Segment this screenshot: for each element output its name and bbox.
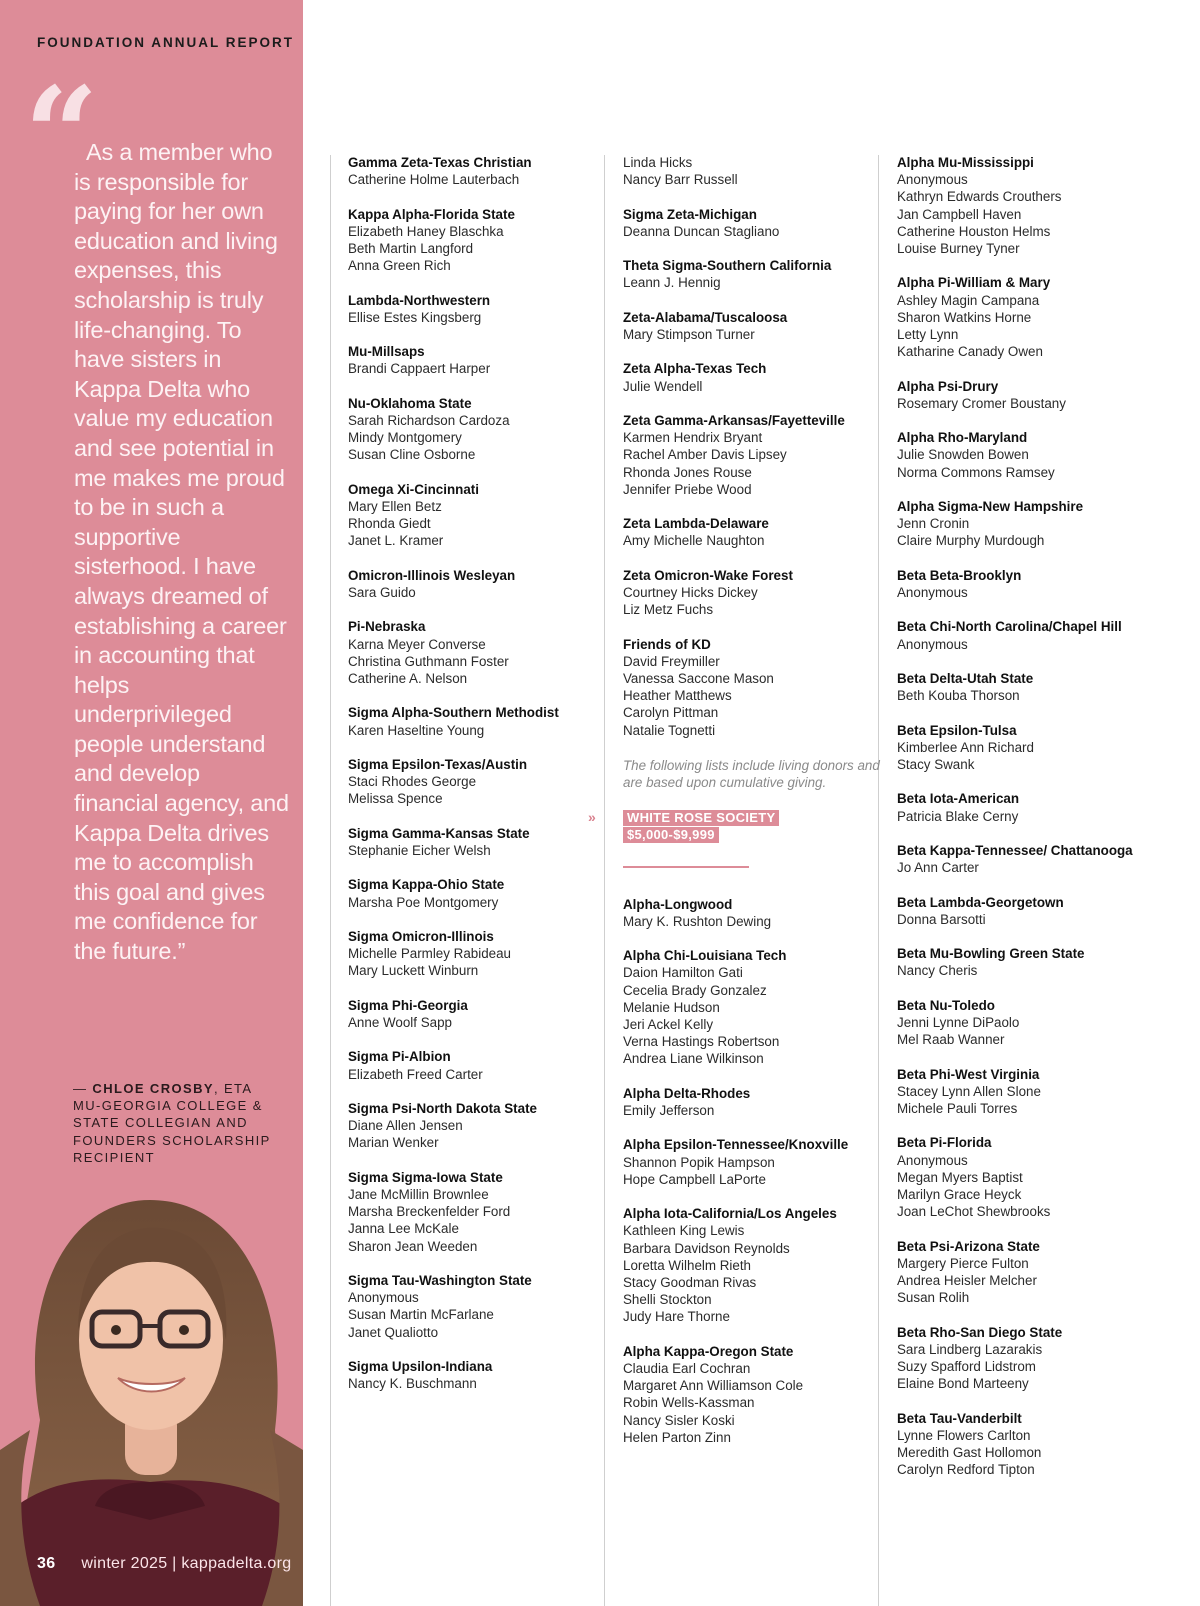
donor-group — [897, 1410, 1137, 1479]
donor-column-2 — [588, 154, 881, 1463]
donor-name: Donna Barsotti — [897, 911, 986, 927]
donor-name: Anonymous — [897, 172, 968, 188]
donor-name: Heather Matthews — [623, 688, 732, 704]
donor-name: Marsha Breckenfelder Ford — [348, 1204, 511, 1220]
donor-name: Elizabeth Haney Blaschka — [348, 223, 504, 239]
donor-group — [897, 1066, 1137, 1118]
chapter-name: Kappa Alpha-Florida State — [348, 206, 515, 222]
chapter-name: Beta Beta-Brooklyn — [897, 567, 1022, 583]
donor-name: Amy Michelle Naughton — [623, 533, 765, 549]
donor-name: Nancy Sisler Koski — [623, 1412, 735, 1428]
donor-group — [897, 894, 1137, 928]
donor-name: Michelle Parmley Rabideau — [348, 946, 511, 962]
chapter-name: Sigma Phi-Georgia — [348, 997, 468, 1013]
donor-name: Claire Murphy Murdough — [897, 533, 1045, 549]
chapter-name: Zeta-Alabama/Tuscaloosa — [623, 309, 788, 325]
chapter-name: Alpha Mu-Mississippi — [897, 155, 1034, 170]
donor-name: Ellise Estes Kingsberg — [348, 309, 482, 325]
chapter-name: Alpha Psi-Drury — [897, 378, 999, 394]
donor-name: Beth Kouba Thorson — [897, 688, 1020, 704]
page-footer — [37, 1555, 291, 1573]
donor-name: Daion Hamilton Gati — [623, 965, 743, 981]
donor-name: Megan Myers Baptist — [897, 1169, 1023, 1185]
chapter-name: Alpha-Longwood — [623, 896, 733, 912]
donor-name: Courtney Hicks Dickey — [623, 584, 758, 600]
donor-name: Stacy Goodman Rivas — [623, 1275, 757, 1290]
donor-name: Susan Rolih — [897, 1290, 970, 1306]
donor-name: Christina Guthmann Foster — [348, 653, 509, 669]
portrait-photo — [0, 1190, 303, 1606]
donor-column-3 — [897, 154, 1137, 1496]
donor-name: Emily Jefferson — [623, 1103, 715, 1118]
pull-quote — [74, 138, 289, 967]
donor-name: Suzy Spafford Lidstrom — [897, 1358, 1036, 1374]
chapter-name: Alpha Kappa-Oregon State — [623, 1343, 794, 1359]
donor-group — [348, 618, 606, 687]
donor-group — [348, 704, 606, 738]
donor-name: Mary K. Rushton Dewing — [623, 913, 772, 929]
chapter-name: Alpha Delta-Rhodes — [623, 1085, 751, 1101]
donor-group — [348, 997, 606, 1031]
donor-list-bottom — [623, 896, 881, 1446]
donor-name: Stacy Swank — [897, 756, 975, 772]
donor-name: Rhonda Jones Rouse — [623, 464, 752, 480]
donor-group — [348, 154, 606, 188]
donor-group — [897, 790, 1137, 824]
donor-name: Carolyn Redford Tipton — [897, 1462, 1035, 1478]
donor-group — [348, 1358, 606, 1392]
donor-group — [348, 292, 606, 326]
chapter-name: Sigma Gamma-Kansas State — [348, 825, 530, 841]
chapter-name: Zeta Alpha-Texas Tech — [623, 361, 767, 377]
society-range: $5,000-$9,999 — [623, 827, 719, 843]
donor-group — [897, 722, 1137, 774]
donor-name: Letty Lynn — [897, 327, 959, 343]
report-header: FOUNDATION ANNUAL REPORT — [37, 35, 294, 50]
donor-group — [623, 947, 881, 1067]
quote-sidebar — [0, 0, 303, 1606]
chapter-name: Theta Sigma-Southern California — [623, 258, 832, 274]
chapter-name: Beta Rho-San Diego State — [897, 1324, 1063, 1340]
donor-name: Janet Qualiotto — [348, 1324, 439, 1340]
donor-name: Jennifer Priebe Wood — [623, 481, 752, 497]
donor-name: Brandi Cappaert Harper — [348, 361, 491, 377]
donor-name: Mary Luckett Winburn — [348, 963, 479, 979]
donor-name: Marilyn Grace Heyck — [897, 1186, 1022, 1202]
donor-name: Ashley Magin Campana — [897, 292, 1040, 308]
quote-attribution — [73, 1080, 283, 1166]
donor-name: Melanie Hudson — [623, 999, 720, 1015]
donor-name: Michele Pauli Torres — [897, 1100, 1018, 1116]
chapter-name: Friends of KD — [623, 636, 711, 652]
donor-group — [623, 1085, 881, 1119]
donor-name: Marian Wenker — [348, 1135, 439, 1151]
chapter-name: Sigma Pi-Albion — [348, 1049, 451, 1065]
donor-name: Jo Ann Carter — [897, 860, 979, 876]
chapter-name: Beta Lambda-Georgetown — [897, 894, 1064, 910]
donor-group — [348, 1048, 606, 1082]
donor-name: Meredith Gast Hollomon — [897, 1444, 1042, 1460]
donor-name: Natalie Tognetti — [623, 722, 716, 738]
donor-group — [348, 206, 606, 275]
chapter-name: Beta Phi-West Virginia — [897, 1066, 1040, 1082]
donor-group — [623, 360, 881, 394]
donor-group — [623, 1136, 881, 1188]
chapter-name: Nu-Oklahoma State — [348, 395, 472, 411]
donor-name: Sarah Richardson Cardoza — [348, 412, 510, 428]
donor-group — [623, 257, 881, 291]
donor-group — [623, 1343, 881, 1446]
donor-group — [623, 896, 881, 930]
chapter-name: Beta Chi-North Carolina/Chapel Hill — [897, 619, 1122, 635]
donor-name: Susan Cline Osborne — [348, 447, 476, 463]
donor-name: Kathleen King Lewis — [623, 1223, 745, 1239]
donor-name: Mary Ellen Betz — [348, 498, 442, 514]
list-note: The following lists include living donors and are based upon cumulative giving. — [623, 757, 880, 790]
donor-group — [623, 206, 881, 240]
quote-body: is responsible for paying for her own education and living expenses, this scholarship is truly life-changing. To have sisters in Kappa Delta who value my education and see potential in me makes me proud to be in such a supportive sisterhood. I have always dreamed of establishing a career in accounting that helps underprivileged people understand and develop financial agency, and Kappa Delta drives me to accomplish this goal and gives me confidence for the future.” — [74, 168, 289, 965]
donor-name: Julie Wendell — [623, 378, 703, 394]
donor-name: Louise Burney Tyner — [897, 241, 1020, 257]
donor-name: Andrea Heisler Melcher — [897, 1272, 1037, 1288]
donor-name: Margaret Ann Williamson Cole — [623, 1378, 804, 1394]
donor-name: Jenn Cronin — [897, 516, 970, 532]
donor-group — [348, 1100, 606, 1152]
chapter-name: Beta Mu-Bowling Green State — [897, 946, 1085, 962]
page-number: 36 — [37, 1555, 56, 1572]
donor-group — [897, 1134, 1137, 1220]
donor-name: Katharine Canady Owen — [897, 344, 1043, 360]
chapter-name: Lambda-Northwestern — [348, 292, 491, 308]
donor-name: Sharon Jean Weeden — [348, 1238, 478, 1254]
column-divider — [330, 155, 331, 1606]
attribution-dash: — — [73, 1081, 93, 1096]
donor-name: Jeri Ackel Kelly — [623, 1017, 714, 1032]
donor-name: Jan Campbell Haven — [897, 206, 1022, 222]
donor-name: Shannon Popik Hampson — [623, 1154, 775, 1170]
chapter-name: Sigma Zeta-Michigan — [623, 206, 757, 222]
donor-name: Beth Martin Langford — [348, 241, 474, 256]
donor-name: Cecelia Brady Gonzalez — [623, 982, 767, 998]
donor-group — [348, 876, 606, 910]
chapter-name: Alpha Sigma-New Hampshire — [897, 499, 1084, 514]
donor-name: Nancy Barr Russell — [623, 172, 738, 188]
donor-group — [623, 636, 881, 739]
donor-name: Helen Parton Zinn — [623, 1429, 731, 1445]
donor-group — [623, 567, 881, 619]
chapter-name: Sigma Tau-Washington State — [348, 1272, 532, 1288]
donor-name: Diane Allen Jensen — [348, 1118, 463, 1134]
donor-name: Robin Wells-Kassman — [623, 1395, 755, 1411]
donor-name: Marsha Poe Montgomery — [348, 894, 499, 910]
donor-name: Rhonda Giedt — [348, 516, 431, 532]
chapter-name: Beta Iota-American — [897, 791, 1020, 807]
donor-name: Lynne Flowers Carlton — [897, 1427, 1031, 1443]
issue-info: winter 2025 | kappadelta.org — [81, 1555, 292, 1572]
donor-group — [897, 429, 1137, 481]
donor-name: Anonymous — [348, 1290, 419, 1306]
chapter-name: Alpha Rho-Maryland — [897, 430, 1028, 446]
donor-name: Janna Lee McKale — [348, 1221, 459, 1237]
donor-name: Karna Meyer Converse — [348, 636, 486, 652]
donor-group — [897, 154, 1137, 257]
donor-name: Norma Commons Ramsey — [897, 464, 1055, 480]
donor-group — [623, 515, 881, 549]
chapter-name: Sigma Upsilon-Indiana — [348, 1358, 493, 1374]
donor-group — [348, 343, 606, 377]
donor-group — [897, 842, 1137, 876]
chapter-name: Alpha Chi-Louisiana Tech — [623, 948, 787, 964]
chapter-name: Alpha Iota-California/Los Angeles — [623, 1206, 837, 1222]
donor-name: Shelli Stockton — [623, 1292, 712, 1308]
donor-name: Carolyn Pittman — [623, 705, 719, 721]
chapter-name: Zeta Omicron-Wake Forest — [623, 567, 793, 583]
donor-name: Hope Campbell LaPorte — [623, 1171, 766, 1187]
donor-group — [348, 1272, 606, 1341]
donor-name: Liz Metz Fuchs — [623, 602, 714, 618]
section-underline — [623, 866, 749, 868]
donor-group — [897, 1238, 1137, 1307]
donor-name: Kimberlee Ann Richard — [897, 739, 1034, 755]
donor-name: Susan Martin McFarlane — [348, 1307, 494, 1323]
donor-name: Vanessa Saccone Mason — [623, 670, 774, 686]
chapter-name: Zeta Gamma-Arkansas/Fayetteville — [623, 412, 845, 428]
donor-name: Elaine Bond Marteeny — [897, 1376, 1029, 1392]
donor-group — [897, 498, 1137, 550]
donor-name: Julie Snowden Bowen — [897, 447, 1029, 463]
donor-group — [348, 395, 606, 464]
donor-name: Anonymous — [897, 636, 968, 652]
chapter-name: Sigma Psi-North Dakota State — [348, 1100, 537, 1116]
donor-name: Nancy Cheris — [897, 963, 978, 979]
donor-group — [897, 567, 1137, 601]
donor-name: Jane McMillin Brownlee — [348, 1186, 489, 1202]
donor-name: David Freymiller — [623, 653, 720, 669]
attribution-name: CHLOE CROSBY — [92, 1081, 214, 1096]
donor-name: Loretta Wilhelm Rieth — [623, 1257, 752, 1273]
donor-name: Nancy K. Buschmann — [348, 1376, 477, 1392]
donor-name: Jenni Lynne DiPaolo — [897, 1014, 1020, 1030]
donor-name: Mindy Montgomery — [348, 430, 462, 446]
donor-name: Karmen Hendrix Bryant — [623, 430, 763, 446]
chapter-name: Beta Delta-Utah State — [897, 670, 1034, 686]
donor-name: Rosemary Cromer Boustany — [897, 395, 1066, 411]
donor-name: Sharon Watkins Horne — [897, 309, 1032, 325]
chapter-name: Beta Epsilon-Tulsa — [897, 722, 1017, 738]
donor-name: Anonymous — [897, 585, 968, 600]
donor-group — [623, 412, 881, 498]
donor-group — [348, 481, 606, 550]
donor-group — [897, 670, 1137, 704]
donor-name: Kathryn Edwards Crouthers — [897, 189, 1062, 205]
donor-name: Janet L. Kramer — [348, 533, 444, 549]
donor-group — [348, 928, 606, 980]
donor-name: Catherine Houston Helms — [897, 223, 1051, 239]
donor-group — [897, 1324, 1137, 1393]
donor-group — [897, 997, 1137, 1049]
chapter-name: Sigma Sigma-Iowa State — [348, 1169, 503, 1185]
donor-name: Linda Hicks — [623, 155, 693, 170]
donor-name: Mary Stimpson Turner — [623, 326, 755, 342]
chapter-name: Beta Tau-Vanderbilt — [897, 1410, 1022, 1426]
donor-name: Catherine Holme Lauterbach — [348, 172, 520, 188]
chapter-name: Sigma Kappa-Ohio State — [348, 877, 505, 893]
donor-name: Rachel Amber Davis Lipsey — [623, 447, 787, 463]
chapter-name: Alpha Epsilon-Tennessee/Knoxville — [623, 1137, 849, 1153]
donor-name: Karen Haseltine Young — [348, 722, 485, 738]
donor-group — [623, 1205, 881, 1325]
society-heading — [588, 809, 881, 867]
donor-group — [897, 618, 1137, 652]
donor-group — [897, 945, 1137, 979]
quote-mark-icon: “ — [24, 58, 99, 211]
donor-name: Anna Green Rich — [348, 258, 451, 274]
chapter-name: Omicron-Illinois Wesleyan — [348, 567, 516, 583]
chapter-name: Pi-Nebraska — [348, 619, 426, 635]
donor-name: Leann J. Hennig — [623, 275, 721, 291]
donor-group — [897, 378, 1137, 412]
attribution-role: , ETA MU-GEORGIA COLLEGE & STATE COLLEGIAN AND FOUNDERS SCHOLARSHIP RECIPIENT — [73, 1081, 271, 1165]
donor-name: Sara Lindberg Lazarakis — [897, 1341, 1043, 1357]
donor-group — [623, 154, 881, 188]
donor-name: Margery Pierce Fulton — [897, 1255, 1029, 1271]
donor-column-1 — [348, 154, 606, 1410]
chapter-name: Gamma Zeta-Texas Christian — [348, 155, 532, 170]
society-name: WHITE ROSE SOCIETY — [623, 810, 779, 826]
donor-name: Verna Hastings Robertson — [623, 1034, 780, 1050]
chapter-name: Alpha Pi-William & Mary — [897, 275, 1051, 291]
donor-name: Barbara Davidson Reynolds — [623, 1240, 790, 1256]
donor-name: Deanna Duncan Stagliano — [623, 223, 780, 239]
donor-name: Catherine A. Nelson — [348, 670, 468, 686]
chapter-name: Beta Psi-Arizona State — [897, 1238, 1040, 1254]
donor-name: Melissa Spence — [348, 791, 443, 807]
donor-name: Sara Guido — [348, 584, 416, 600]
chapter-name: Beta Pi-Florida — [897, 1135, 992, 1151]
donor-name: Patricia Blake Cerny — [897, 808, 1019, 824]
donor-name: Anne Woolf Sapp — [348, 1014, 452, 1030]
donor-name: Andrea Liane Wilkinson — [623, 1051, 764, 1067]
chapter-name: Mu-Millsaps — [348, 344, 425, 360]
donor-group — [348, 756, 606, 808]
donor-group — [897, 274, 1137, 360]
donor-name: Judy Hare Thorne — [623, 1309, 730, 1325]
donor-name: Elizabeth Freed Carter — [348, 1066, 483, 1082]
donor-group — [348, 825, 606, 859]
chevron-right-icon: » — [588, 809, 596, 826]
donor-list-top — [623, 154, 881, 739]
quote-first-line: As a member who — [86, 139, 273, 165]
donor-name: Staci Rhodes George — [348, 774, 477, 790]
chapter-name: Beta Kappa-Tennessee/ Chattanooga — [897, 842, 1133, 858]
chapter-name: Sigma Alpha-Southern Methodist — [348, 705, 559, 721]
chapter-name: Sigma Omicron-Illinois — [348, 928, 494, 944]
donor-name: Mel Raab Wanner — [897, 1032, 1005, 1048]
donor-name: Stephanie Eicher Welsh — [348, 842, 491, 858]
donor-group — [348, 1169, 606, 1255]
chapter-name: Beta Nu-Toledo — [897, 997, 995, 1013]
chapter-name: Zeta Lambda-Delaware — [623, 516, 769, 532]
donor-group — [623, 309, 881, 343]
chapter-name: Sigma Epsilon-Texas/Austin — [348, 756, 528, 772]
donor-name: Stacey Lynn Allen Slone — [897, 1083, 1041, 1099]
donor-group — [348, 567, 606, 601]
donor-name: Claudia Earl Cochran — [623, 1361, 751, 1376]
chapter-name: Omega Xi-Cincinnati — [348, 481, 479, 497]
donor-name: Anonymous — [897, 1152, 968, 1168]
donor-name: Joan LeChot Shewbrooks — [897, 1204, 1051, 1220]
